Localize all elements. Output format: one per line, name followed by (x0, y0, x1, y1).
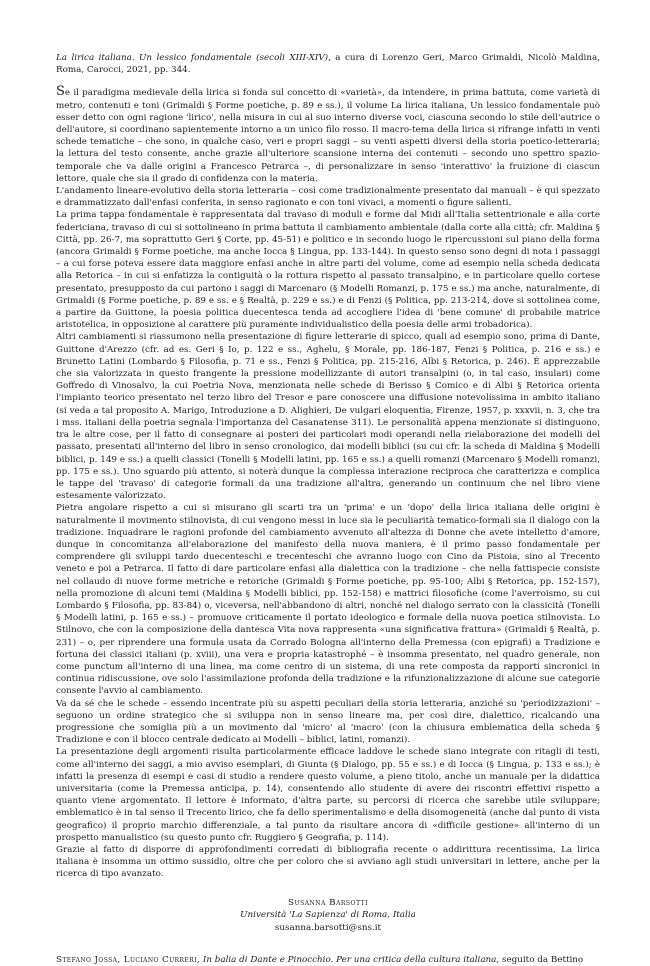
book-title: La lirica italiana. Un lessico fondamentale (secoli XIII-XIV) (56, 53, 329, 63)
paragraph: L'andamento lineare-evolutivo della storia letteraria – così come tradizionalmente presentato dai manuali – è qui spezzato e drammatizzato dall'enfasi conferita, in senso ragionato e con toni vivaci, a momenti o figure salienti. (56, 186, 600, 209)
book-publication-info: , a cura di Lorenzo Geri, Marco Grimaldi, Nicolò Maldina, Roma, Carocci, 2021, pp. 344. (56, 53, 600, 76)
paragraph: Va da sé che le schede – essendo incentrate più su aspetti peculiari della storia letteraria, anziché su 'periodizzazioni' – seguono un ordine strategico che si sviluppa non in senso lineare ma, per così dire, dialettico, ricalcando una progressione che somiglia più a un movimento dal 'micro' al 'macro' (con la chiusura emblematica della scheda § Tradizione e con il blocco centrale dedicato ai Modelli – biblici, latini, romanzi). (56, 698, 600, 746)
paragraph: Grazie al fatto di disporre di approfondimenti corredati di bibliografia recente o addirittura recentissima, La lirica italiana è insomma un ottimo sussidio, oltre che per coloro che si avviano agli studi universitari in lettere, anche per la ricerca di tipo avanzato. (56, 845, 600, 880)
reviewer-email: susanna.barsotti@sns.it (274, 922, 382, 933)
reviewer-name: Susanna Barsotti (288, 897, 368, 908)
next-review-rest: , seguito da Bettino (496, 955, 584, 966)
next-review-citation (56, 954, 600, 966)
reviewer-affiliation: Università 'La Sapienza' di Roma, Italia (240, 910, 416, 921)
document-page (56, 52, 600, 966)
paragraph: La prima tappa fondamentale è rappresentata dal travaso di moduli e forme dal Midi all'Italia settentrionale e alla corte federiciana, travaso di cui si sottolineano in prima battuta il cambiamento ambientale (dalla corte alla città; cfr. Maldina § Città, pp. 26-7, ma soprattutto Geri § Corte, pp. 45-51) e politico e in secondo luogo le ripercussioni sul piano della forma (ancora Grimaldi § Forme poetiche, ma anche Iocca § Lingua, pp. 133-144). In questo senso sono degni di nota i passaggi – a cui forse poteva essere data maggiore enfasi anche in altre parti del volume, come ad esempio nella scheda dedicata alla Retorica – in cui si enfatizza la contiguità o la rottura rispetto al passato transalpino, e in particolare quello cortese presentato, presupposto da cui partono i saggi di Marcenaro (§ Modelli Romanzi, p. 175 e ss.) ma anche, naturalmente, di Grimaldi (§ Forme poetiche, p. 89 e ss. e § Realtà, p. 229 e ss.) e di Fenzi (§ Politica, pp. 213-214, dove si sottolinea come, a partire da Guittone, la poesia politica duecentesca tenda ad accogliere l'idea di 'bene comune' di probabile matrice aristotelica, in opposizione al carattere più puramente individualistico della poesia delle armi trobadorica). (56, 210, 600, 331)
paragraph: Se il paradigma medievale della lirica si fonda sul concetto di «varietà», da intendere, in prima battuta, come varietà di metro, contenuti e toni (Grimaldi § Forme poetiche, p. 89 e ss.), il volume La lirica italiana, Un lessico fondamentale può esser detto con ogni ragione 'lirico', nella misura in cui al suo interno diverse voci, ciascuna secondo lo stile dell'autrice o dell'autore, si coordinano sapientemente intorno a un unico filo rosso. Il macro-tema della lirica si rifrange infatti in venti schede tematiche – che sono, in qualche caso, veri e propri saggi – su venti aspetti diversi della storia poetico-letteraria; la lettura del testo consente, anche grazie all'ulteriore scansione interna dei contenuti – secondo uno spettro spazio-temporale che va dalle origini a Francesco Petrarca –, di personalizzare in senso 'interattivo' la fruizione di ciascun lettore, quale che sia il grado di confidenza con la materia. (56, 84, 600, 184)
book-citation (56, 52, 600, 76)
paragraph: Pietra angolare rispetto a cui si misurano gli scarti tra un 'prima' e un 'dopo' della lirica italiana delle origini è naturalmente il movimento stilnovista, di cui vengono messi in luce sia le peculiarità tematico-formali sia il dialogo con la tradizione. Inquadrare le ragioni profonde del cambiamento avvenuto all'altezza di Donne che avete intelletto d'amore, dunque in concomitanza all'elaborazione del manifesto della nuova maniera, è il primo passo fondamentale per comprendere gli sviluppi tardo duecenteschi e trecenteschi che avranno luogo con Cino da Pistoia, sino al Trecento veneto e poi a Petrarca. Il fatto di dare particolare enfasi alla dialettica con la tradizione – che nella fattispecie consiste nel collaudo di nuove forme metriche e retoriche (Grimaldi § Forme poetiche, pp. 95-100; Albi § Retorica, pp. 152-157), nella promozione di alcuni temi (Maldina § Modelli biblici, pp. 152-158) e mattrici filosofiche (come l'averroismo, su cui Lombardo § Filosofia, pp. 83-84) o, viceversa, nell'abbandono di altri, nonché nel dialogo serrato con la classicità (Tonelli § Modelli latini, p. 165 e ss.) – promuove criticamente il portato ideologico e formale della nuova poetica stilnovista. Lo Stilnovo, che con la composizione della dantesca Vita nova rappresenta «una significativa frattura» (Grimaldi § Realtà, p. 231) – o, per riprendere una formula usata da Corrado Bologna all'interno della Premessa (con epigrafi) a Tradizione e fortuna dei classici italiani (p. xviii), una vera e propria katastrophé – è insomma presentato, nel quadro generale, non come punctum all'interno di una linea, ma come centro di un sistema, di una rete composta da rapporti sincronici in continua ridiscussione, ove solo l'assimilazione profonda della tradizione e la rifunzionalizzazione di alcune sue categorie consente l'avvio al cambiamento. (56, 503, 600, 697)
next-review-title: In balia di Dante e Pinocchio. Per una critica della cultura italiana (202, 955, 497, 966)
paragraph: La presentazione degli argomenti risulta particolarmente efficace laddove le schede siano integrate con ritagli di testi, come all'interno dei saggi, a mio avviso esemplari, di Giunta (§ Dialogo, pp. 55 e ss.) e di Iocca (§ Lingua, p. 133 e ss.); è infatti la presenza di esempi e casi di studio a rendere questo volume, a pieno titolo, anche un manuale per la didattica universitaria (come la Premessa anticipa, p. 14), consentendo allo studente di avere dei riscontri effettivi rispetto a quanto viene argomentato. Il lettore è informato, d'altra parte, su percorsi di ricerca che sarebbe utile sviluppare; emblematico è in tal senso il Trecento lirico, che fa dello sperimentalismo e della disomogeneità (anche dal punto di vista geografico) il proprio marchio differenziale, a tal punto da risultare ancora di «difficile gestione» all'interno di un prospetto manualistico (su questo punto cfr. Ruggiero § Geografia, p. 114). (56, 747, 600, 843)
reviewer-signature (56, 897, 600, 935)
paragraph: Altri cambiamenti si riassumono nella presentazione di figure letterarie di spicco, quali ad esempio sono, prima di Dante, Guittone d'Arezzo (cfr. ad es. Geri § Io, p. 122 e ss., Aghelu, § Morale, pp. 186-187, Fenzi § Politica, p. 216 e ss.) e Brunetto Latini (Lombardo § Filosofia, p. 71 e ss., Fenzi § Politica, pp. 215-216, Albi § Retorica, p. 246). È apprezzabile che sia valorizzata in questo frangente la pressione modellizzante di autori transalpini (o, in tal caso, insulari) come Goffredo di Vinosalvo, la cui Poetria Nova, menzionata nelle schede di Berisso § Comico e di Albi § Retorica orienta l'impianto teorico presentato nel terzo libro del Tresor e pare conoscere una diffusione notevolissima in ambito italiano (si veda a tal proposito A. Marigo, Introduzione a D. Alighieri, De vulgari eloquentia, Firenze, 1957, p. xxxvii, n. 3, che tra i mss. italiani della poetria segnala l'importanza del Casanatense 311). Le personalità appena menzionate si distinguono, tra le altre cose, per il fatto di consegnare ai posteri dei particolari modi operandi nella rielaborazione dei modelli del passato, presentati all'interno del libro in senso cronologico, dai modelli biblici (su cui cfr. la scheda di Maldina § Modelli biblici, p. 149 e ss.) a quelli classici (Tonelli § Modelli latini, pp. 165 e ss.) a quelli romanzi (Marcenaro § Modelli romanzi, pp. 175 e ss.). Uno sguardo più attento, si noterà dunque la complessa interazione reciproca che caratterizza e complica le tappe del 'travaso' di categorie formali da una tradizione all'altra, generando un continuum che nel libro viene estesamente valorizzato. (56, 332, 600, 502)
next-review-authors: Stefano Jossa, Luciano Curreri, (56, 955, 201, 966)
